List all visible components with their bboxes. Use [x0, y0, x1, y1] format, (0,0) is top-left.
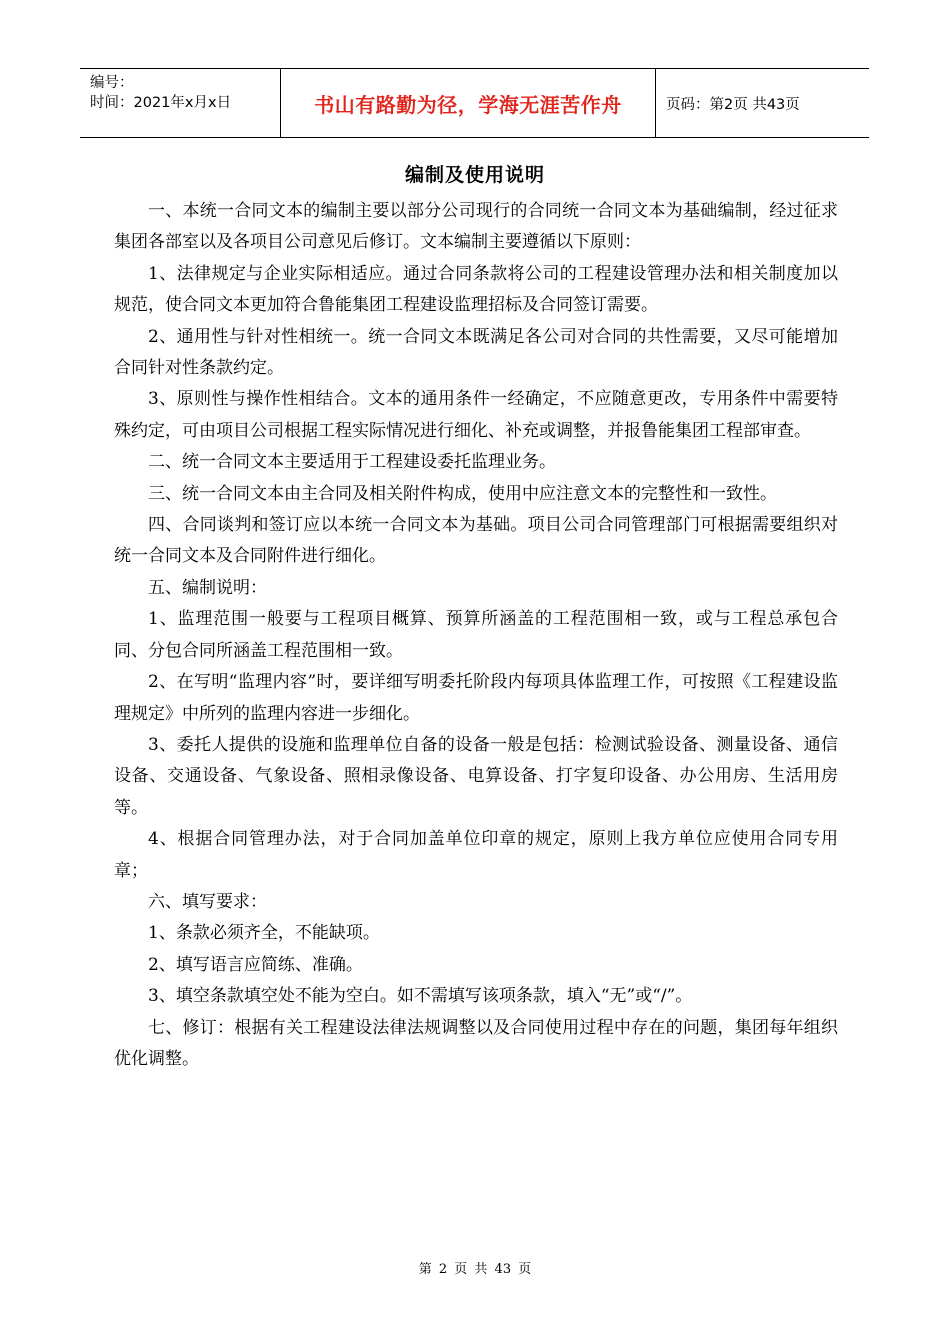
paragraph: 3、委托人提供的设施和监理单位自备的设备一般是包括：检测试验设备、测量设备、通信设备、交通设备、气象设备、照相录像设备、电算设备、打字复印设备、办公用房、生活用房等。 [114, 734, 838, 818]
header-meta [80, 69, 281, 137]
paragraph: 五、编制说明： [148, 577, 267, 598]
page-title: 编制及使用说明 [404, 164, 545, 186]
paragraph: 2、填写语言应简练、准确。 [148, 954, 363, 975]
paragraph: 四、合同谈判和签订应以本统一合同文本为基础。项目公司合同管理部门可根据需要组织对统一合同文本及合同附件进行细化。 [114, 515, 838, 567]
page-header [80, 68, 869, 138]
paragraph: 1、监理范围一般要与工程项目概算、预算所涵盖的工程范围相一致，或与工程总承包合同、分包合同所涵盖工程范围相一致。 [114, 609, 838, 661]
paragraph: 六、填写要求： [148, 891, 267, 912]
document-number-label: 编号： [90, 75, 134, 91]
paragraph: 3、填空条款填空处不能为空白。如不需填写该项条款，填入“无”或“/”。 [148, 986, 693, 1007]
page-footer: 第 2 页 共 43 页 [418, 1262, 532, 1277]
paragraph: 一、本统一合同文本的编制主要以部分公司现行的合同统一合同文本为基础编制，经过征求集团各部室以及各项目公司意见后修订。文本编制主要遵循以下原则： [114, 201, 838, 253]
header-page-info: 页码：第2页 共43页 [666, 96, 800, 113]
paragraph: 4、根据合同管理办法，对于合同加盖单位印章的规定，原则上我方单位应使用合同专用章； [114, 829, 838, 881]
paragraph: 3、原则性与操作性相结合。文本的通用条件一经确定，不应随意更改，专用条件中需要特殊约定，可由项目公司根据工程实际情况进行细化、补充或调整，并报鲁能集团工程部审查。 [114, 389, 838, 441]
paragraph: 三、统一合同文本由主合同及相关附件构成，使用中应注意文本的完整性和一致性。 [148, 483, 777, 504]
paragraph: 1、法律规定与企业实际相适应。通过合同条款将公司的工程建设管理办法和相关制度加以规范，使合同文本更加符合鲁能集团工程建设监理招标及合同签订需要。 [114, 263, 838, 316]
document-body [114, 196, 838, 1075]
paragraph: 1、条款必须齐全，不能缺项。 [148, 923, 380, 944]
paragraph: 2、通用性与针对性相统一。统一合同文本既满足各公司对合同的共性需要，又尽可能增加合同针对性条款约定。 [114, 326, 838, 379]
document-date: 时间：2021年x月x日 [90, 95, 232, 111]
header-motto: 书山有路勤为径，学海无涯苦作舟 [281, 69, 656, 137]
paragraph: 2、在写明“监理内容”时，要详细写明委托阶段内每项具体监理工作，可按照《工程建设监理规定》中所列的监理内容进一步细化。 [114, 672, 838, 724]
paragraph: 二、统一合同文本主要适用于工程建设委托监理业务。 [148, 452, 556, 473]
paragraph: 七、修订：根据有关工程建设法律法规调整以及合同使用过程中存在的问题，集团每年组织优化调整。 [114, 1017, 838, 1069]
